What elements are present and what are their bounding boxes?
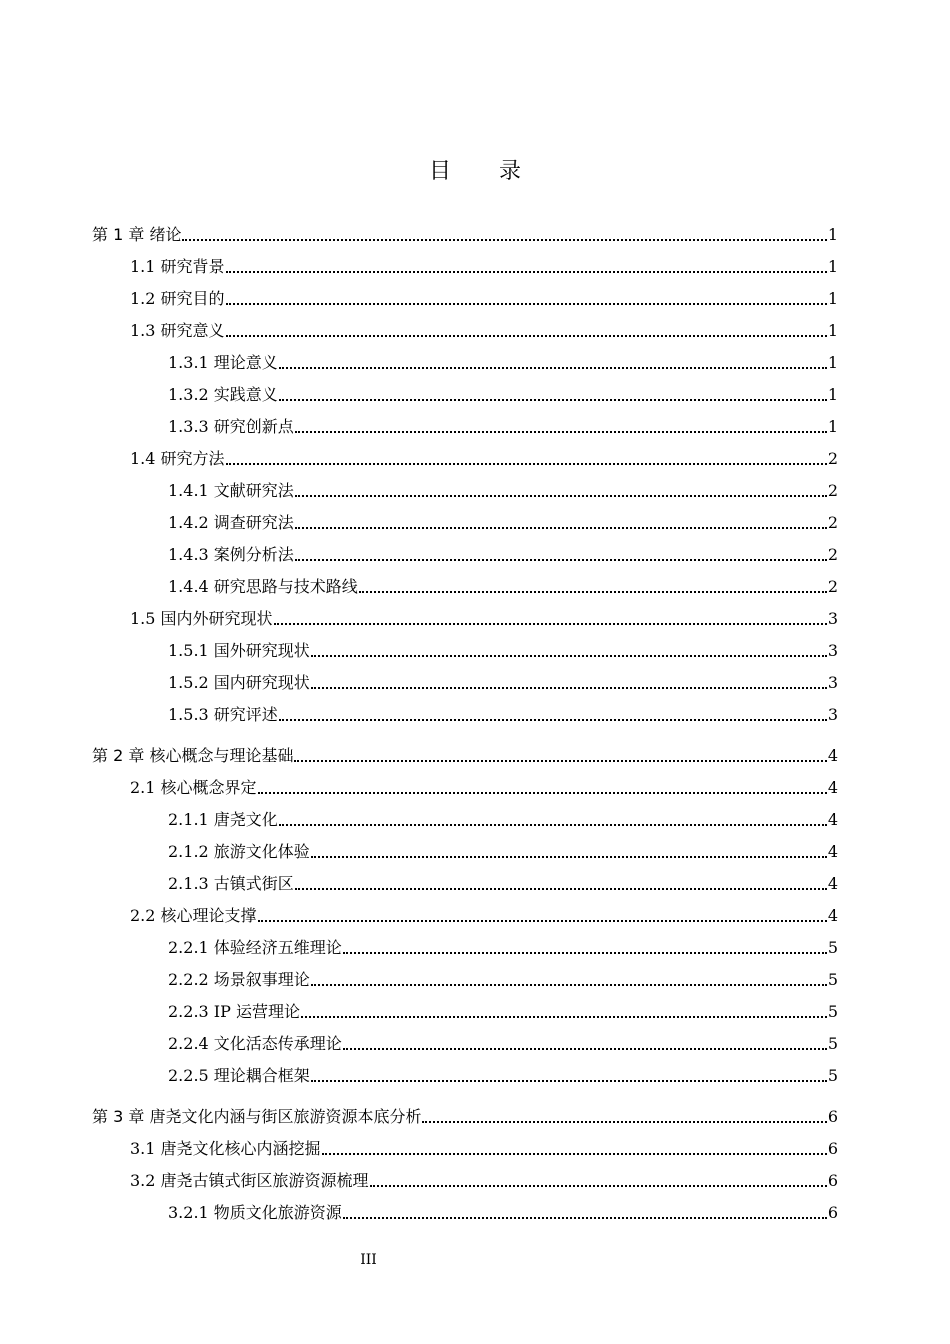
toc-entry-label: 3.1 唐尧文化核心内涵挖掘	[130, 1134, 322, 1164]
toc-entry-page: 2	[827, 449, 838, 468]
toc-entry[interactable]	[168, 933, 838, 963]
toc-dot-leader	[182, 220, 826, 250]
toc-entry[interactable]	[168, 1029, 838, 1059]
toc-entry-page: 1	[827, 385, 838, 404]
toc-entry-label: 1.3 研究意义	[130, 316, 226, 346]
toc-entry-page: 1	[827, 417, 838, 436]
toc-entry-label: 1.4.1 文献研究法	[168, 476, 295, 506]
toc-entry[interactable]	[168, 508, 838, 538]
toc-entry-label: 1.3.3 研究创新点	[168, 412, 295, 442]
toc-chapter-entry[interactable]	[92, 220, 838, 250]
toc-entry[interactable]	[168, 348, 838, 378]
toc-entry[interactable]	[168, 636, 838, 666]
toc-dot-leader	[295, 869, 827, 899]
toc-dot-leader	[311, 965, 827, 995]
toc-entry[interactable]	[168, 837, 838, 867]
toc-entry[interactable]	[168, 668, 838, 698]
toc-entry-page: 1	[827, 353, 838, 372]
toc-dot-leader	[311, 837, 827, 867]
toc-dot-leader	[279, 805, 827, 835]
toc-entry-label: 3.2 唐尧古镇式街区旅游资源梳理	[130, 1166, 370, 1196]
toc-dot-leader	[258, 901, 827, 931]
toc-entry-page: 2	[827, 481, 838, 500]
toc-dot-leader	[311, 636, 827, 666]
toc-entry[interactable]	[168, 700, 838, 730]
toc-dot-leader	[274, 604, 827, 634]
toc-dot-leader	[311, 668, 827, 698]
toc-entry[interactable]	[168, 476, 838, 506]
toc-entry-label: 1.4.2 调查研究法	[168, 508, 295, 538]
toc-entry-page: 2	[827, 513, 838, 532]
toc-entry-page: 1	[827, 257, 838, 276]
toc-dot-leader	[322, 1134, 827, 1164]
toc-entry-label: 1.3.2 实践意义	[168, 380, 279, 410]
toc-dot-leader	[226, 316, 827, 346]
toc-entry-page: 5	[827, 938, 838, 957]
page-title: 目录	[428, 159, 569, 184]
toc-entry-label: 1.5.1 国外研究现状	[168, 636, 311, 666]
toc-entry-page: 1	[827, 289, 838, 308]
toc-dot-leader	[258, 773, 827, 803]
toc-entry-label: 2.1.1 唐尧文化	[168, 805, 279, 835]
toc-entry[interactable]	[168, 1061, 838, 1091]
toc-dot-leader	[226, 252, 827, 282]
toc-dot-leader	[343, 933, 827, 963]
toc-entry-label: 1.4 研究方法	[130, 444, 226, 474]
toc-entry-label: 1.5 国内外研究现状	[130, 604, 274, 634]
toc-entry[interactable]	[168, 540, 838, 570]
toc-entry[interactable]	[168, 412, 838, 442]
toc-entry[interactable]	[168, 805, 838, 835]
toc-dot-leader	[295, 540, 827, 570]
toc-dot-leader	[311, 1061, 827, 1091]
toc-entry-label: 2.2.5 理论耦合框架	[168, 1061, 311, 1091]
toc-entry-page: 5	[827, 1002, 838, 1021]
toc-entry-label: 1.5.3 研究评述	[168, 700, 279, 730]
toc-dot-leader	[422, 1102, 826, 1132]
toc-entry-page: 3	[827, 609, 838, 628]
toc-entry-page: 3	[827, 705, 838, 724]
toc-dot-leader	[343, 1029, 827, 1059]
toc-entry-label: 2.2.4 文化活态传承理论	[168, 1029, 343, 1059]
toc-entry[interactable]	[130, 1166, 838, 1196]
toc-entry-page: 6	[827, 1139, 838, 1158]
toc-entry-label: 第 3 章 唐尧文化内涵与街区旅游资源本底分析	[92, 1102, 422, 1132]
toc-entry-page: 4	[827, 778, 838, 797]
toc-entry-label: 2.2.1 体验经济五维理论	[168, 933, 343, 963]
toc-entry-page: 2	[827, 577, 838, 596]
toc-entry-page: 4	[827, 746, 838, 765]
toc-entry-label: 2.2.3 IP 运营理论	[168, 997, 301, 1027]
toc-entry-page: 2	[827, 545, 838, 564]
toc-entry-page: 6	[827, 1171, 838, 1190]
toc-entry-label: 2.2 核心理论支撑	[130, 901, 258, 931]
toc-entry[interactable]	[130, 773, 838, 803]
toc-entry[interactable]	[130, 1134, 838, 1164]
toc-dot-leader	[295, 508, 827, 538]
toc-entry-page: 4	[827, 842, 838, 861]
toc-entry[interactable]	[168, 1198, 838, 1228]
toc-entry-label: 1.5.2 国内研究现状	[168, 668, 311, 698]
toc-entry-label: 1.2 研究目的	[130, 284, 226, 314]
toc-entry[interactable]	[168, 869, 838, 899]
toc-entry-page: 5	[827, 1066, 838, 1085]
toc-entry-label: 2.2.2 场景叙事理论	[168, 965, 311, 995]
toc-entry-label: 3.2.1 物质文化旅游资源	[168, 1198, 343, 1228]
toc-entry[interactable]	[130, 604, 838, 634]
toc-entry-page: 4	[827, 874, 838, 893]
toc-entry[interactable]	[130, 316, 838, 346]
toc-entry-page: 3	[827, 673, 838, 692]
toc-dot-leader	[279, 380, 827, 410]
toc-dot-leader	[226, 444, 827, 474]
toc-entry[interactable]	[168, 965, 838, 995]
toc-entry-page: 1	[827, 321, 838, 340]
toc-entry[interactable]	[168, 380, 838, 410]
toc-entry-label: 第 1 章 绪论	[92, 220, 182, 250]
footer-page-number: III	[360, 1252, 377, 1268]
toc-dot-leader	[343, 1198, 827, 1228]
toc-entry-page: 5	[827, 970, 838, 989]
toc-dot-leader	[359, 572, 827, 602]
toc-entry-page: 5	[827, 1034, 838, 1053]
toc-entry-label: 第 2 章 核心概念与理论基础	[92, 741, 294, 771]
toc-chapter-entry[interactable]	[92, 1102, 838, 1132]
toc-dot-leader	[294, 741, 826, 771]
toc-entry-page: 4	[827, 810, 838, 829]
toc-entry[interactable]	[130, 252, 838, 282]
toc-dot-leader	[226, 284, 827, 314]
toc-entry-label: 1.4.4 研究思路与技术路线	[168, 572, 359, 602]
toc-entry-label: 2.1 核心概念界定	[130, 773, 258, 803]
toc-entry-page: 4	[827, 906, 838, 925]
toc-entry-label: 1.1 研究背景	[130, 252, 226, 282]
toc-entry[interactable]	[130, 444, 838, 474]
toc-entry-page: 1	[827, 225, 838, 244]
toc-dot-leader	[301, 997, 827, 1027]
toc-entry[interactable]	[168, 997, 838, 1027]
toc-entry[interactable]	[168, 572, 838, 602]
toc-entry-page: 6	[827, 1107, 838, 1126]
toc-entry-label: 1.3.1 理论意义	[168, 348, 279, 378]
toc-entry-label: 2.1.2 旅游文化体验	[168, 837, 311, 867]
toc-entry-page: 6	[827, 1203, 838, 1222]
toc-dot-leader	[279, 700, 827, 730]
toc-dot-leader	[295, 412, 827, 442]
toc-entry-label: 1.4.3 案例分析法	[168, 540, 295, 570]
toc-dot-leader	[295, 476, 827, 506]
toc-dot-leader	[370, 1166, 827, 1196]
toc-chapter-entry[interactable]	[92, 741, 838, 771]
toc-entry[interactable]	[130, 901, 838, 931]
toc-entry-page: 3	[827, 641, 838, 660]
toc-entry[interactable]	[130, 284, 838, 314]
toc-dot-leader	[279, 348, 827, 378]
toc-entry-label: 2.1.3 古镇式街区	[168, 869, 295, 899]
